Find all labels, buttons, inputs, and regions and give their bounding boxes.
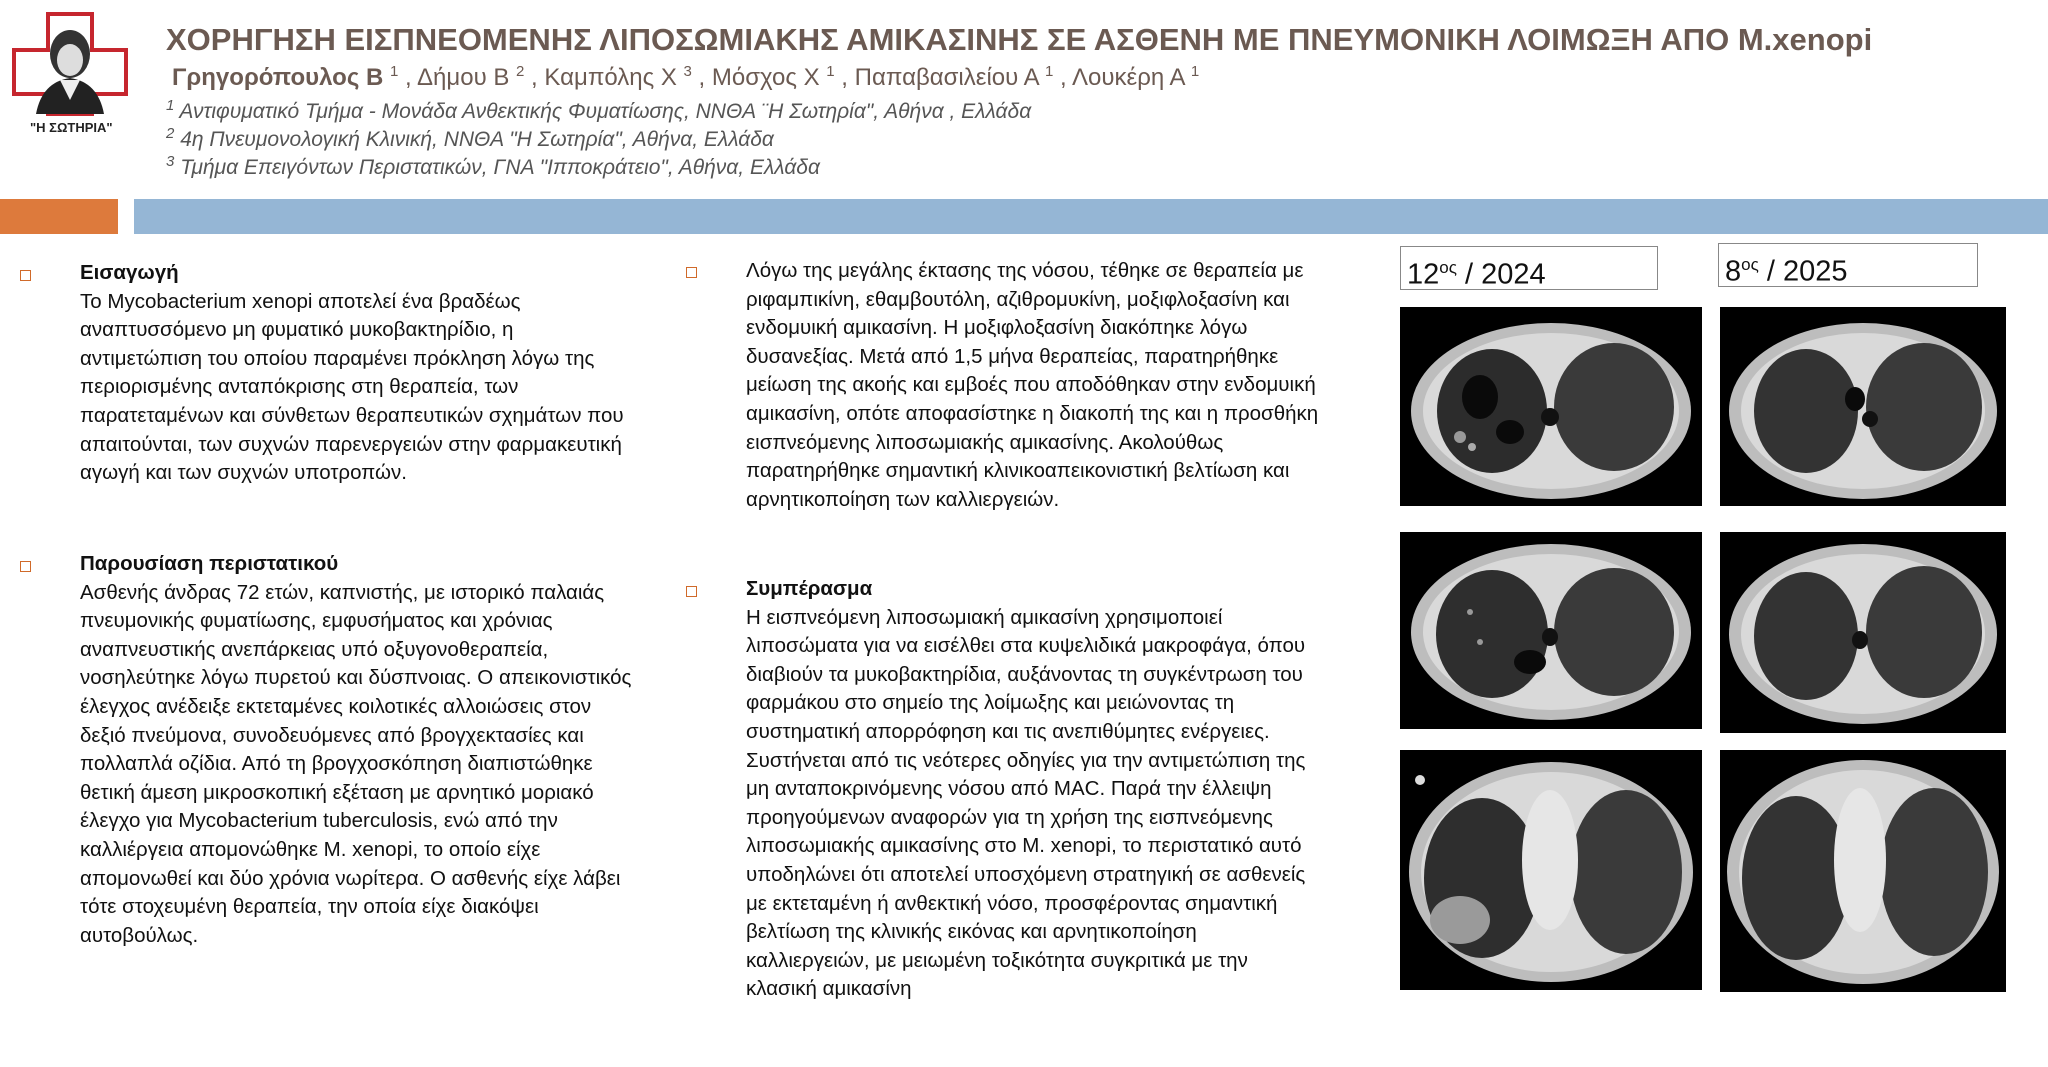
- author-sup: 1: [826, 63, 835, 80]
- author-list: Γρηγορόπουλος Β $^1$ , Δήμου Β $^2$ , Καμπόλης Χ $^3$ , Μόσχος Χ $^1$ , Παπαβασιλείου Α $^1$ , Λουκέρη Α $^1$: [172, 63, 1200, 91]
- text-line: λιποσώματα για να εισέλθει στα κυψελιδικά μακροφάγα, όπου: [746, 634, 1306, 658]
- author-name: Μόσχος Χ: [711, 64, 820, 91]
- affiliation-text: Αντιφυματικό Τμήμα - Μονάδα Ανθεκτικής Φυματίωσης, ΝΝΘΑ ¨Η Σωτηρία", Αθήνα , Ελλάδα: [179, 100, 1032, 123]
- text-line: παρατηρήθηκε σημαντική κλινικοαπεικονιστική βελτίωση και: [746, 459, 1290, 483]
- text-line: θετική άμεση μικροσκοπική εξέταση με αρνητικό μοριακό: [80, 780, 594, 804]
- hospital-logo: [10, 10, 130, 140]
- bullet-icon: [20, 561, 31, 572]
- author-name: Γρηγορόπουλος Β: [172, 64, 384, 91]
- text-line: αμικασίνη, οπότε αποφασίστηκε η διακοπή της και η προσθήκη: [746, 401, 1319, 425]
- section-body: [746, 257, 1318, 514]
- text-line: ενδομυική αμικασίνη. Η μοξιφλοξασίνη διακόπηκε λόγω: [746, 316, 1248, 340]
- text-line: πνευμονικής φυματίωσης, εμφυσήματος και χρόνιας: [80, 609, 553, 633]
- text-line: μείωση της ακοής και εμβοές που αποδόθηκαν στην ενδομυική: [746, 373, 1316, 397]
- section-heading: Εισαγωγή: [80, 261, 179, 284]
- date-year: / 2024: [1464, 258, 1546, 291]
- case-section: [80, 550, 631, 950]
- text-line: αντιμετώπιση του οποίου παραμένει πρόκληση λόγω της: [80, 346, 595, 370]
- date-label-2024: [1400, 246, 1658, 290]
- text-line: τότε στοχευμένη θεραπεία, την οποία είχε διακόψει: [80, 895, 539, 919]
- text-line: καλλιεργειών, με μειωμένη τοξικότητα συγκριτικά με την: [746, 948, 1248, 972]
- ct-scan-2025-upper: [1720, 307, 2006, 506]
- bullet-icon: [20, 270, 31, 281]
- text-line: Λόγω της μεγάλης έκτασης της νόσου, τέθηκε σε θεραπεία με: [746, 259, 1304, 282]
- text-line: καλλιέργεια απομονώθηκε M. xenopi, το οποίο είχε: [80, 837, 541, 861]
- text-line: Το Mycobacterium xenopi αποτελεί ένα βραδέως: [80, 289, 521, 313]
- text-line: προηγούμενων αναφορών για τη χρήση της εισπνεόμενης: [746, 805, 1273, 829]
- treatment-section: [746, 257, 1318, 514]
- ct-scan-2025-lower: [1720, 750, 2006, 992]
- ct-scan-2024-lower: [1400, 750, 1702, 990]
- text-line: πολλαπλά οζίδια. Από τη βρογχοσκόπηση διαπιστώθηκε: [80, 752, 593, 776]
- text-line: απαιτούνται, των συχνών παρενεργειών στην φαρμακευτική: [80, 432, 622, 456]
- author-name: Καμπόλης Χ: [544, 64, 677, 91]
- text-line: αρνητικοποίηση των καλλιεργειών.: [746, 487, 1060, 511]
- ct-scan-2025-middle: [1720, 532, 2006, 733]
- affiliation-3: [166, 153, 820, 180]
- text-line: βελτίωση της κλινικής εικόνας και αρνητικοποίηση: [746, 920, 1197, 944]
- text-line: αυτοβούλως.: [80, 923, 199, 947]
- header-bar-blue: [134, 199, 2048, 234]
- text-line: δεξιό πνεύμονα, συνοδευόμενες από βρογχεκτασίες και: [80, 723, 584, 747]
- header-bar-orange: [0, 199, 118, 234]
- affiliation-sup: 3: [166, 153, 175, 170]
- text-line: μη ανταποκρινόμενης νόσου από MAC. Παρά την έλλειψη: [746, 777, 1272, 801]
- text-line: έλεγχος ανέδειξε εκτεταμένες κοιλοτικές αλλοιώσεις στον: [80, 694, 592, 718]
- author-sup: 1: [1190, 63, 1200, 80]
- author-name: Παπαβασιλείου Α: [854, 64, 1039, 91]
- text-line: απομονωθεί και δύο χρόνια νωρίτερα. Ο ασθενής είχε λάβει: [80, 866, 621, 890]
- text-line: φαρμάκου στο σημείο της λοίμωξης και μειώνοντας τη: [746, 691, 1235, 715]
- text-line: περιορισμένης ανταπόκρισης στη θεραπεία, των: [80, 375, 519, 399]
- affiliation-sup: 1: [166, 97, 175, 114]
- section-heading: Παρουσίαση περιστατικού: [80, 552, 339, 575]
- text-line: λιποσωμιακής αμικασίνης στο M. xenopi, το περιστατικό αυτό: [746, 834, 1302, 858]
- text-line: κλασική αμικασίνη: [746, 977, 912, 1001]
- text-line: έλεγχο για Mycobacterium tuberculosis, ενώ από την: [80, 809, 558, 833]
- poster-title: ΧΟΡΗΓΗΣΗ ΕΙΣΠΝΕΟΜΕΝΗΣ ΛΙΠΟΣΩΜΙΑΚΗΣ ΑΜΙΚΑΣΙΝΗΣ ΣΕ ΑΣΘΕΝΗ ΜΕ ΠΝΕΥΜΟΝΙΚΗ ΛΟΙΜΩΞΗ ΑΠΟ M.xenopi: [166, 22, 1873, 57]
- text-line: αναπνευστικής ανεπάρκειας υπό οξυγονοθεραπεία,: [80, 637, 549, 661]
- text-line: με εκτεταμένη ή ανθεκτική νόσο, προσφέροντας σημαντική: [746, 891, 1278, 915]
- author-sup: 3: [683, 63, 692, 80]
- author-name: Λουκέρη Α: [1072, 64, 1185, 91]
- text-line: συστηματική απορρόφηση και τις ανεπιθύμητες ενέργειες.: [746, 719, 1270, 743]
- text-line: παρατεταμένων και σύνθετων θεραπευτικών σχημάτων που: [80, 403, 624, 427]
- intro-section: [80, 259, 624, 488]
- author-sup: 1: [1044, 63, 1054, 80]
- section-body: [80, 579, 631, 951]
- date-year: / 2025: [1766, 255, 1848, 288]
- date-sup: ος: [1741, 255, 1759, 274]
- logo-caption: "Η ΣΩΤΗΡΙΑ": [30, 120, 113, 135]
- author-name: Δήμου Β: [417, 64, 510, 91]
- ct-scan-2024-upper: [1400, 307, 1702, 506]
- date-label-2025: [1718, 243, 1978, 287]
- affiliation-text: 4η Πνευμονολογική Κλινική, ΝΝΘΑ "Η Σωτηρία", Αθήνα, Ελλάδα: [180, 128, 774, 151]
- section-body: [746, 604, 1305, 1004]
- affiliation-sup: 2: [166, 125, 175, 142]
- text-line: Ασθενής άνδρας 72 ετών, καπνιστής, με ιστορικό παλαιάς: [80, 580, 605, 604]
- date-sup: ος: [1439, 258, 1457, 277]
- conclusion-section: [746, 575, 1305, 1004]
- text-line: Συστήνεται από τις νεότερες οδηγίες για την αντιμετώπιση της: [746, 748, 1306, 772]
- affiliation-text: Τμήμα Επειγόντων Περιστατικών, ΓΝΑ "Ιπποκράτειο", Αθήνα, Ελλάδα: [180, 156, 820, 179]
- ct-scan-2024-middle: [1400, 532, 1702, 729]
- text-line: αγωγή και των συχνών υποτροπών.: [80, 461, 407, 485]
- date-number: 12: [1407, 258, 1440, 291]
- author-sup: 1: [389, 63, 399, 80]
- text-line: εισπνεόμενης λιποσωμιακής αμικασίνης. Ακολούθως: [746, 430, 1224, 454]
- text-line: διαβιούν τα μυκοβακτηρίδια, αυξάνοντας τη συγκέντρωση του: [746, 662, 1303, 686]
- author-sup: 2: [516, 63, 525, 80]
- section-heading: Συμπέρασμα: [746, 577, 873, 600]
- bullet-icon: [686, 267, 697, 278]
- bullet-icon: [686, 586, 697, 597]
- section-body: [80, 288, 624, 488]
- affiliation-2: [166, 125, 774, 152]
- affiliation-1: [166, 97, 1031, 124]
- text-line: δυσανεξίας. Μετά από 1,5 μήνα θεραπείας, παρατηρήθηκε: [746, 344, 1279, 368]
- date-number: 8: [1725, 255, 1742, 288]
- text-line: Η εισπνεόμενη λιποσωμιακή αμικασίνη χρησιμοποιεί: [746, 605, 1223, 629]
- text-line: αναπτυσσόμενο μη φυματικό μυκοβακτηρίδιο, η: [80, 318, 514, 342]
- text-line: ριφαμπικίνη, εθαμβουτόλη, αζιθρομυκίνη, μοξιφλοξασίνη και: [746, 287, 1290, 311]
- text-line: υποδηλώνει ότι αποτελεί υποσχόμενη στρατηγική σε ασθενείς: [746, 862, 1306, 886]
- text-line: νοσηλεύτηκε λόγω πυρετού και δύσπνοιας. Ο απεικονιστικός: [80, 666, 632, 690]
